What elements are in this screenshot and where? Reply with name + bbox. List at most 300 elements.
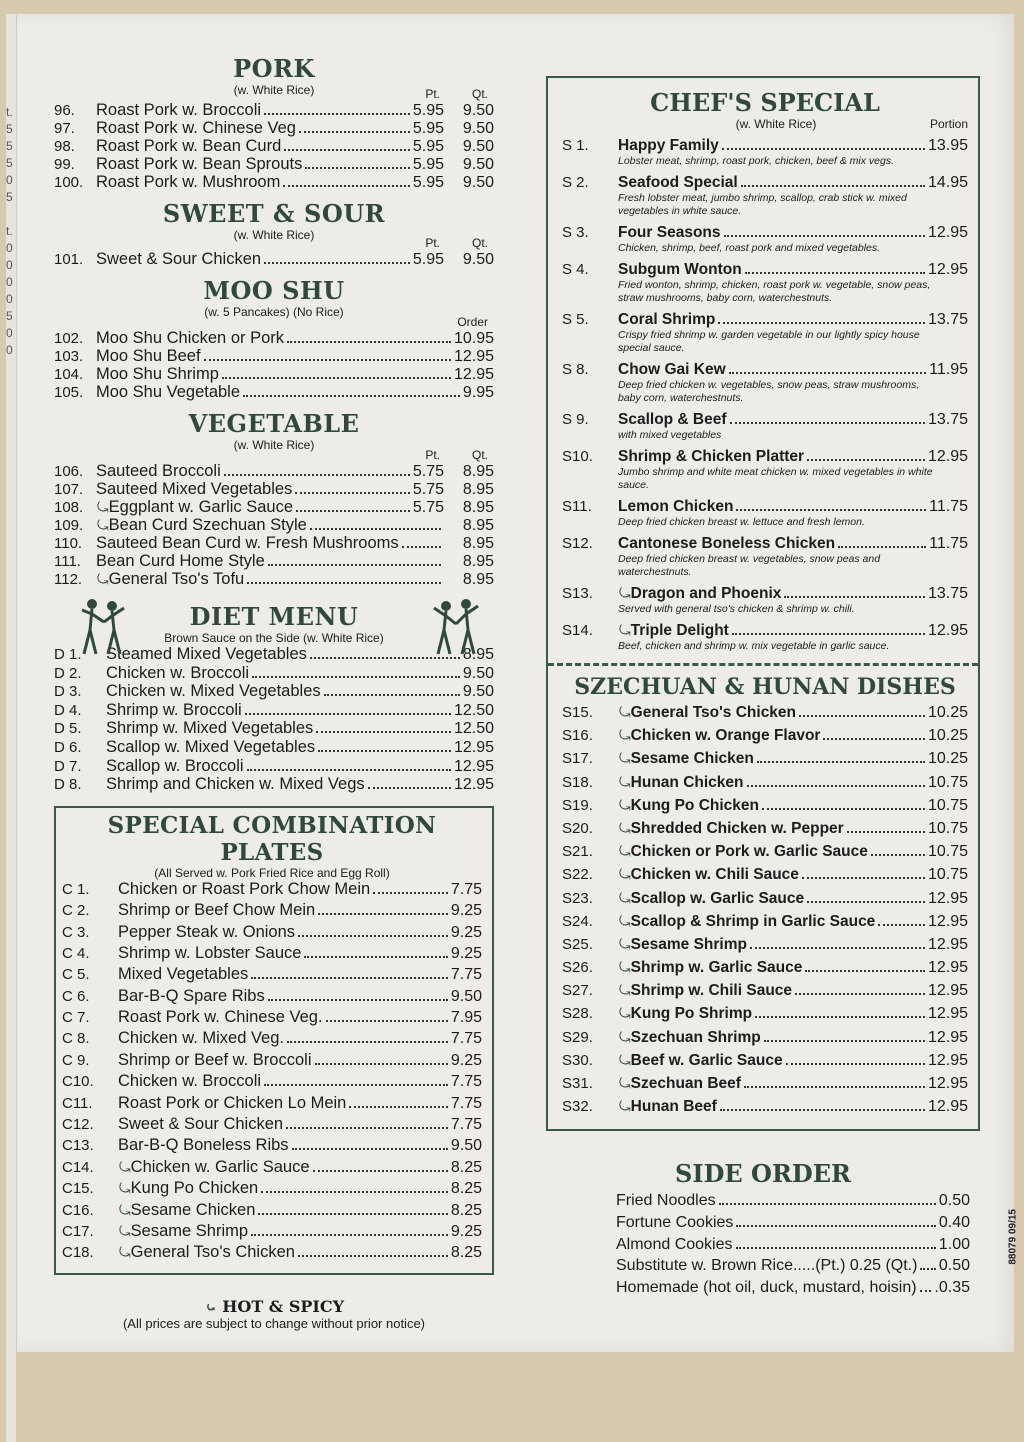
item-description: Deep fried chicken w. vegetables, snow peas, straw mushrooms, baby corn, waterchestnuts. <box>618 379 920 404</box>
leader-dots <box>745 272 925 274</box>
item-number: S25. <box>562 935 593 953</box>
item-name: Roast Pork w. Chinese Veg <box>96 119 296 137</box>
leader-dots <box>222 377 451 379</box>
item-price: 12.95 <box>927 982 968 1000</box>
item-number: 96. <box>54 102 75 119</box>
vegetable-title: VEGETABLE <box>188 409 360 438</box>
leader-dots <box>318 913 448 915</box>
item-name: Roast Pork w. Bean Curd <box>96 137 282 155</box>
item-description: Fresh lobster meat, jumbo shrimp, scallop, crab stick w. mixed vegetables in white sauce. <box>618 192 907 217</box>
item-name: Chicken or Roast Pork Chow Mein <box>118 879 371 898</box>
chili-pepper-icon: ⤿ <box>619 982 631 999</box>
item-name: Sesame Shrimp <box>130 1222 249 1240</box>
menu-item <box>54 775 494 794</box>
item-price: 10.25 <box>927 704 968 721</box>
item-name: Shrimp or Beef w. Broccoli <box>118 1050 312 1069</box>
item-description: Lobster meat, shrimp, roast pork, chicken, beef & mix vegs. <box>618 155 895 167</box>
item-name: Hunan Chicken <box>630 773 744 791</box>
item-name: Szechuan Beef <box>630 1075 741 1092</box>
chili-pepper-icon: ⤿ <box>619 912 631 929</box>
item-name: Cantonese Boneless Chicken <box>618 535 836 552</box>
chili-pepper-icon: ⤿ <box>619 866 631 883</box>
item-number: S14. <box>562 622 593 639</box>
print-code: 88079 09/15 <box>1008 1209 1019 1265</box>
leader-dots <box>823 738 924 740</box>
left-column <box>54 54 494 1331</box>
menu-item <box>54 664 494 683</box>
menu-item <box>616 1236 970 1258</box>
quart-price: 8.95 <box>462 463 494 480</box>
edge-fragment: 5 <box>6 156 13 170</box>
leader-dots <box>720 1109 925 1111</box>
item-name: Shrimp or Beef Chow Mein <box>118 901 316 920</box>
item-number: C 9. <box>62 1051 90 1069</box>
menu-item <box>562 535 968 553</box>
leader-dots <box>252 676 460 678</box>
item-description: Served with general tso's chicken & shrimp w. chili. <box>618 603 855 615</box>
leader-dots <box>295 492 410 494</box>
item-name: Fried Noodles <box>616 1192 716 1210</box>
menu-item <box>62 901 482 922</box>
leader-dots <box>807 901 925 903</box>
item-name: Chicken w. Chili Sauce <box>630 866 799 884</box>
leader-dots <box>224 474 410 476</box>
item-name: Sauteed Mixed Vegetables <box>96 480 293 498</box>
chili-pepper-icon: ⤿ <box>119 1244 131 1261</box>
pint-price: 5.95 <box>412 138 444 155</box>
leader-dots <box>920 1268 935 1270</box>
menu-item <box>562 411 968 429</box>
chili-pepper-icon: ⤿ <box>619 1051 631 1068</box>
order-header: Order <box>457 315 488 329</box>
menu-item <box>616 1279 970 1301</box>
item-number: 105. <box>54 384 84 401</box>
quart-header: Qt. <box>471 236 488 250</box>
right-column <box>546 76 980 1300</box>
leader-dots <box>730 422 925 424</box>
quart-price: 9.50 <box>462 138 494 155</box>
item-number: S 9. <box>562 411 589 428</box>
item-number: S 8. <box>562 361 589 378</box>
item-number: D 7. <box>54 757 82 775</box>
menu-item <box>54 383 494 401</box>
chili-pepper-icon: ⤿ <box>119 1158 131 1175</box>
quart-price: 8.95 <box>462 499 494 516</box>
item-name: Happy Family <box>618 137 719 154</box>
item-number: S 2. <box>562 174 589 191</box>
item-number: S22. <box>562 866 593 884</box>
chef-special-item <box>562 224 968 255</box>
item-name: Roast Pork w. Broccoli <box>96 101 262 119</box>
item-number: C15. <box>62 1180 94 1198</box>
menu-item <box>562 498 968 516</box>
item-number: S18. <box>562 773 593 791</box>
pint-price: 5.95 <box>412 251 444 268</box>
item-price: 11.75 <box>929 498 968 515</box>
leader-dots <box>755 1016 925 1018</box>
chef-special-item <box>562 622 968 653</box>
edge-fragment <box>6 206 16 223</box>
menu-item <box>562 1005 968 1028</box>
menu-item <box>62 1051 482 1072</box>
item-name: Sauteed Bean Curd w. Fresh Mushrooms <box>96 534 399 552</box>
pint-price: 5.75 <box>412 499 444 516</box>
leader-dots <box>243 395 460 397</box>
item-name: Szechuan Shrimp <box>630 1028 761 1046</box>
chili-pepper-icon: ⤿ <box>619 935 631 952</box>
menu-page <box>6 14 1019 1352</box>
menu-item <box>54 365 494 383</box>
item-number: S26. <box>562 959 593 977</box>
menu-item <box>54 552 494 570</box>
leader-dots <box>326 1020 448 1022</box>
combination-subtitle: (All Served w. Pork Fried Rice and Egg Roll) <box>154 865 390 880</box>
item-name: General Tso's Chicken <box>630 704 797 721</box>
szechuan-title: SZECHUAN & HUNAN DISHES <box>574 674 956 700</box>
leader-dots <box>729 372 926 374</box>
leader-dots <box>287 1041 448 1043</box>
item-number: 97. <box>54 120 75 137</box>
diet-list <box>54 645 494 794</box>
menu-item <box>562 913 968 936</box>
combination-list <box>62 880 482 1265</box>
item-number: S 3. <box>562 224 589 241</box>
leader-dots <box>368 787 451 789</box>
item-number: S 5. <box>562 311 589 328</box>
menu-item <box>562 1098 968 1121</box>
chili-pepper-icon: ⤿ <box>619 1028 631 1045</box>
item-price: 9.50 <box>450 987 482 1005</box>
item-name: Chicken or Pork w. Garlic Sauce <box>630 843 868 861</box>
edge-fragment: 0 <box>6 173 13 187</box>
chef-special-item <box>562 261 968 305</box>
leader-dots <box>286 1127 448 1129</box>
menu-item <box>562 843 968 866</box>
item-price: 12.95 <box>927 935 968 953</box>
leader-dots <box>871 854 925 856</box>
item-name: Lemon Chicken <box>618 498 734 515</box>
menu-item <box>54 329 494 347</box>
item-description: Fried wonton, shrimp, chicken, roast pork w. vegetable, snow peas, straw mushrooms, baby corn, waterchestnuts. <box>618 279 931 304</box>
item-number: D 1. <box>54 646 82 663</box>
menu-item <box>562 1052 968 1075</box>
menu-item <box>54 250 494 268</box>
pint-header: Pt. <box>425 236 440 250</box>
diet-section <box>54 602 494 794</box>
chili-pepper-icon: ⤿ <box>119 1223 131 1239</box>
item-number: C 7. <box>62 1009 90 1027</box>
item-name: Bar-B-Q Boneless Ribs <box>118 1136 289 1155</box>
item-price: 10.75 <box>927 819 968 837</box>
edge-fragment: 0 <box>6 343 13 357</box>
item-price: 8.95 <box>462 646 494 663</box>
item-number: D 2. <box>54 664 82 682</box>
item-number: 110. <box>54 535 83 552</box>
menu-item <box>562 261 968 279</box>
item-number: S 4. <box>562 261 589 278</box>
leader-dots <box>732 633 925 635</box>
quart-price: 8.95 <box>462 553 494 570</box>
item-price: 7.75 <box>450 1030 482 1048</box>
item-price: 12.50 <box>453 720 494 738</box>
pork-list <box>54 101 494 191</box>
item-number: S23. <box>562 889 593 907</box>
item-number: D 5. <box>54 720 82 738</box>
szechuan-list <box>562 704 968 1121</box>
item-name: Sesame Chicken <box>130 1200 256 1219</box>
menu-item <box>54 701 494 720</box>
item-number: 109. <box>54 517 84 534</box>
item-number: S28. <box>562 1005 593 1023</box>
vegetable-list <box>54 462 494 588</box>
diet-subtitle: Brown Sauce on the Side (w. White Rice) <box>164 631 384 645</box>
pint-price: 5.95 <box>412 120 444 137</box>
item-number: 98. <box>54 138 75 155</box>
item-price: 8.25 <box>450 1201 482 1219</box>
leader-dots <box>287 341 451 343</box>
item-number: 102. <box>54 330 84 347</box>
quart-header: Qt. <box>471 87 488 101</box>
item-name: Dragon and Phoenix <box>630 585 782 602</box>
menu-item <box>62 944 482 965</box>
item-number: S19. <box>562 796 593 814</box>
menu-item <box>62 1029 482 1050</box>
leader-dots <box>298 1255 448 1257</box>
item-number: C17. <box>62 1223 94 1240</box>
item-name: Bean Curd Szechuan Style <box>108 516 307 534</box>
item-number: 111. <box>54 553 81 570</box>
item-number: C14. <box>62 1158 94 1176</box>
item-price: 7.75 <box>450 1073 482 1091</box>
item-name: Sweet & Sour Chicken <box>118 1115 284 1134</box>
quart-price: 9.50 <box>462 156 494 173</box>
item-price: 11.75 <box>929 535 968 552</box>
item-price: 9.25 <box>450 1051 482 1069</box>
item-name: Sesame Shrimp <box>630 935 747 953</box>
item-price: 10.75 <box>927 796 968 814</box>
menu-item <box>616 1214 970 1236</box>
item-number: S27. <box>562 982 593 1000</box>
item-price: 12.50 <box>453 701 494 719</box>
item-name: Moo Shu Vegetable <box>96 383 241 401</box>
menu-item <box>562 311 968 329</box>
leader-dots <box>258 1213 447 1215</box>
menu-item <box>54 534 494 552</box>
menu-item <box>62 1115 482 1136</box>
menu-item <box>62 1072 482 1093</box>
item-number: C 4. <box>62 944 90 962</box>
item-price: 0.50 <box>938 1257 970 1275</box>
menu-item <box>54 498 494 516</box>
chili-pepper-icon: ⤿ <box>619 889 631 906</box>
pork-subtitle: (w. White Rice) <box>233 83 315 97</box>
menu-item <box>562 137 968 155</box>
item-name: Homemade (hot oil, duck, mustard, hoisin) <box>616 1278 917 1296</box>
chef-special-item <box>562 498 968 529</box>
menu-item <box>562 982 968 1005</box>
item-name: Almond Cookies <box>616 1235 733 1253</box>
menu-item <box>562 224 968 242</box>
leader-dots <box>283 185 410 187</box>
item-number: S 1. <box>562 137 589 154</box>
leader-dots <box>736 509 926 511</box>
item-price: 0.50 <box>938 1192 970 1210</box>
item-name: Pepper Steak w. Onions <box>118 922 296 941</box>
item-name: Chicken w. Garlic Sauce <box>130 1157 310 1176</box>
moo-shu-subtitle: (w. 5 Pancakes) (No Rice) <box>204 305 344 319</box>
pint-header: Pt. <box>425 87 440 101</box>
dashed-divider <box>548 663 978 666</box>
edge-fragment: 5 <box>6 139 13 153</box>
menu-item <box>62 987 482 1008</box>
menu-item <box>562 622 968 640</box>
leader-dots <box>268 564 441 566</box>
item-number: C 6. <box>62 987 90 1005</box>
item-price: 12.95 <box>927 448 968 465</box>
menu-item <box>562 1029 968 1052</box>
edge-fragment: 0 <box>6 241 13 255</box>
item-price: 9.25 <box>450 923 482 941</box>
item-name: Scallop w. Garlic Sauce <box>630 889 805 907</box>
leader-dots <box>722 148 925 150</box>
pint-price: 5.95 <box>412 156 444 173</box>
item-name: Roast Pork w. Chinese Veg. <box>118 1008 323 1027</box>
item-number: C 1. <box>62 880 90 898</box>
leader-dots <box>264 262 410 264</box>
item-price: 10.75 <box>927 773 968 791</box>
menu-item <box>616 1192 970 1214</box>
item-number: 100. <box>54 174 84 191</box>
menu-item <box>562 959 968 982</box>
menu-item <box>62 1179 482 1200</box>
leader-dots <box>802 877 925 879</box>
item-number: 108. <box>54 499 84 516</box>
item-number: S11. <box>562 498 592 515</box>
item-description: Deep fried chicken breast w. vegetables, snow peas and waterchestnuts. <box>618 553 881 578</box>
menu-item <box>562 890 968 913</box>
menu-item <box>562 750 968 773</box>
item-name: Substitute w. Brown Rice.....(Pt.) 0.25 (Qt.) <box>616 1257 918 1275</box>
item-name: Fortune Cookies <box>616 1213 734 1231</box>
item-number: S29. <box>562 1028 593 1046</box>
leader-dots <box>204 359 451 361</box>
item-name: Chicken w. Broccoli <box>118 1072 262 1091</box>
leader-dots <box>251 977 448 979</box>
item-name: Shrimp and Chicken w. Mixed Vegs <box>106 775 365 794</box>
item-name: Roast Pork w. Bean Sprouts <box>96 155 303 173</box>
item-price: 12.95 <box>453 738 494 756</box>
leader-dots <box>838 546 926 548</box>
edge-fragment: t. <box>6 224 13 238</box>
item-number: C 3. <box>62 923 90 941</box>
item-price: 9.25 <box>450 944 482 962</box>
item-price: 10.95 <box>453 330 494 347</box>
item-number: 99. <box>54 156 75 173</box>
chili-pepper-icon: ⤿ <box>619 843 631 860</box>
leader-dots <box>292 1148 448 1150</box>
leader-dots <box>402 546 441 548</box>
quart-price: 8.95 <box>462 517 494 534</box>
leader-dots <box>284 149 410 151</box>
portion-header: Portion <box>929 117 968 131</box>
menu-item <box>562 361 968 379</box>
item-price: 10.25 <box>927 750 968 768</box>
leader-dots <box>298 935 448 937</box>
moo-shu-title: MOO SHU <box>203 276 345 305</box>
menu-item <box>54 173 494 191</box>
chef-special-item <box>562 311 968 355</box>
menu-item <box>62 1136 482 1157</box>
item-name: General Tso's Tofu <box>108 570 245 588</box>
item-price: 12.95 <box>453 757 494 775</box>
moo-shu-list <box>54 329 494 401</box>
chili-pepper-icon: ⤿ <box>619 622 631 638</box>
item-number: 101. <box>54 251 84 268</box>
menu-item <box>54 137 494 155</box>
item-number: S15. <box>562 704 593 721</box>
menu-item <box>62 923 482 944</box>
leader-dots <box>762 808 925 810</box>
item-price: 12.95 <box>453 776 494 794</box>
item-name: Shrimp w. Garlic Sauce <box>630 959 803 977</box>
leader-dots <box>264 113 410 115</box>
chili-pepper-icon: ⤿ <box>619 704 631 720</box>
item-number: D 4. <box>54 701 82 719</box>
item-number: S10. <box>562 448 593 465</box>
chili-pepper-icon: ⤿ <box>619 819 631 836</box>
leader-dots <box>315 1063 448 1065</box>
item-price: 12.95 <box>453 348 494 365</box>
item-price: 7.75 <box>450 1116 482 1134</box>
item-name: Kung Po Chicken <box>130 1179 259 1198</box>
item-name: Shrimp w. Broccoli <box>106 700 242 719</box>
item-number: C10. <box>62 1073 94 1091</box>
edge-fragment: 5 <box>6 190 13 204</box>
pint-price: 5.75 <box>412 481 444 498</box>
item-number: 107. <box>54 481 84 498</box>
menu-item <box>562 448 968 466</box>
item-number: 103. <box>54 348 84 365</box>
item-name: Kung Po Shrimp <box>630 1005 753 1023</box>
vegetable-subtitle: (w. White Rice) <box>233 438 315 452</box>
edge-fragment: 0 <box>6 258 13 272</box>
item-number: D 6. <box>54 738 82 756</box>
item-name: Triple Delight <box>630 622 729 639</box>
item-name: Scallop w. Broccoli <box>106 756 244 775</box>
adjacent-page-edge <box>6 14 17 1442</box>
item-number: 112. <box>54 571 83 588</box>
item-name: Shrimp w. Chili Sauce <box>630 982 793 1000</box>
menu-item <box>562 704 968 727</box>
item-price: 12.95 <box>927 889 968 907</box>
menu-item <box>54 119 494 137</box>
leader-dots <box>264 1084 448 1086</box>
item-name: Seafood Special <box>618 174 738 191</box>
chef-special-item <box>562 535 968 579</box>
menu-item <box>62 1094 482 1115</box>
item-name: Chicken w. Mixed Veg. <box>118 1029 284 1048</box>
menu-item <box>562 936 968 959</box>
chili-pepper-icon: ⤿ <box>619 1098 631 1115</box>
item-price: 7.95 <box>450 1009 482 1027</box>
price-notice: (All prices are subject to change without prior notice) <box>122 1315 426 1331</box>
menu-item <box>54 757 494 776</box>
item-price: 8.25 <box>450 1180 482 1198</box>
edge-fragment: 5 <box>6 309 13 323</box>
menu-item <box>54 570 494 588</box>
edge-fragment: 0 <box>6 275 13 289</box>
leader-dots <box>299 131 410 133</box>
